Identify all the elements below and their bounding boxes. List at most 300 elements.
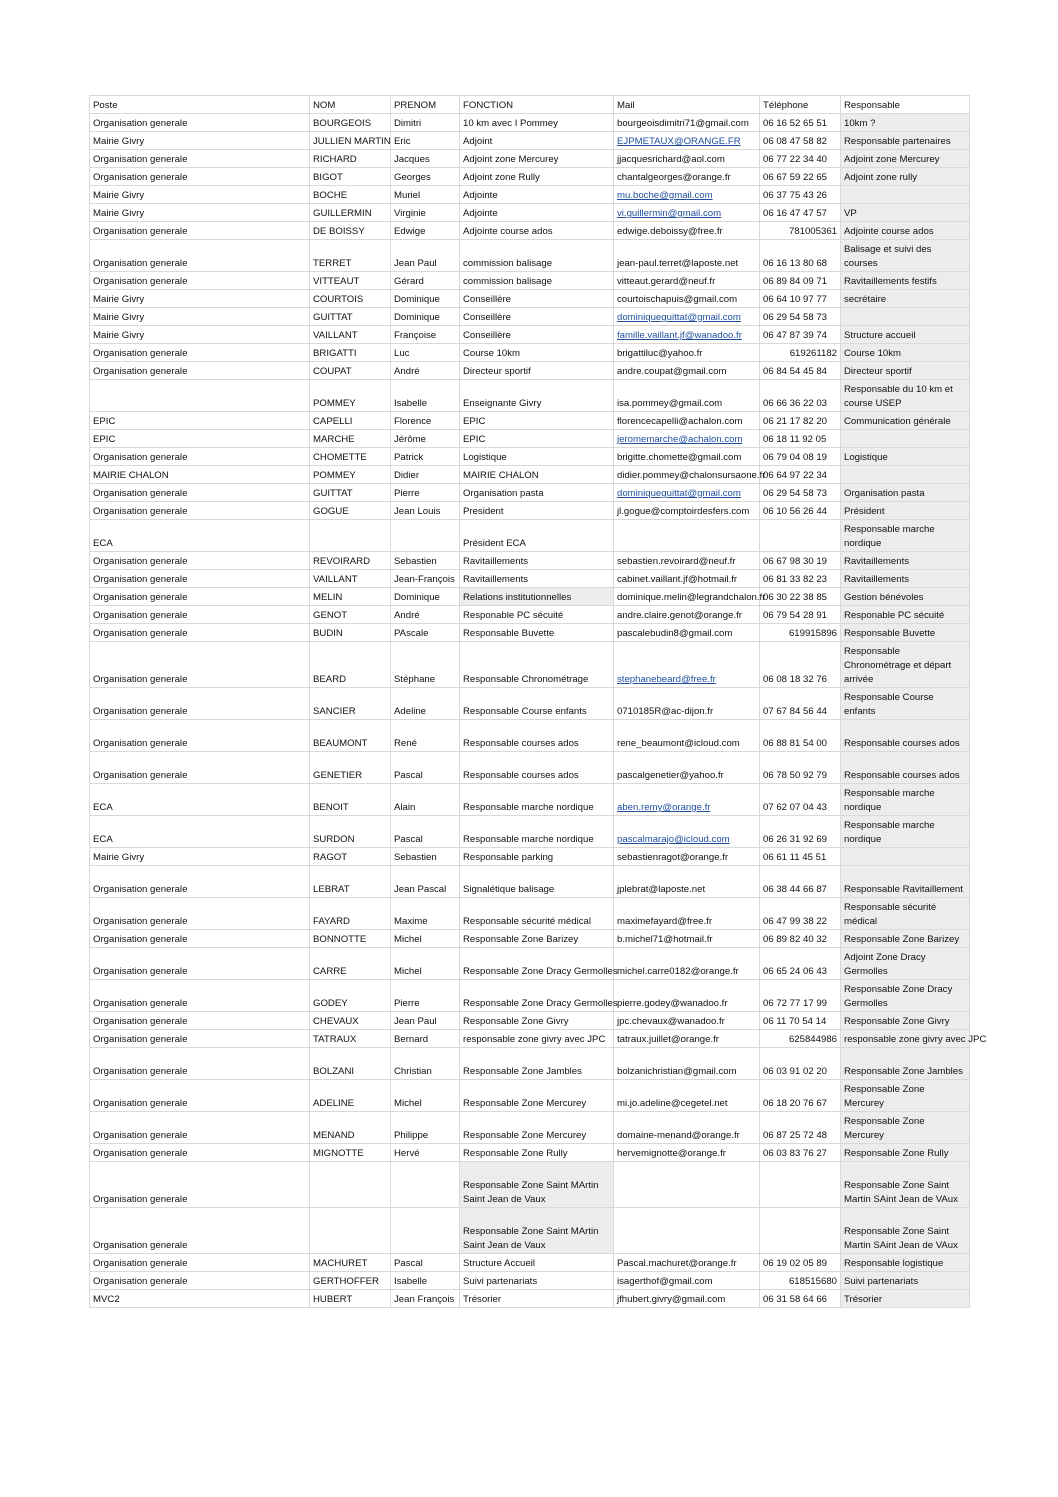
cell-fonction: commission balisage (460, 272, 614, 290)
cell-responsable: secrétaire (841, 290, 970, 308)
cell-telephone: 06 88 81 54 00 (760, 720, 841, 752)
cell-telephone: 06 11 70 54 14 (760, 1012, 841, 1030)
cell-nom: FAYARD (310, 898, 391, 930)
cell-telephone: 619261182 (760, 344, 841, 362)
cell-nom: GOGUE (310, 502, 391, 520)
cell-poste: Organisation generale (90, 642, 310, 688)
cell-prenom: Jérôme (391, 430, 460, 448)
cell-prenom: PAscale (391, 624, 460, 642)
cell-mail: jl.gogue@comptoirdesfers.com (614, 502, 760, 520)
cell-responsable: Balisage et suivi des courses (841, 240, 970, 272)
table-row (90, 1272, 970, 1290)
cell-mail: brigitte.chomette@gmail.com (614, 448, 760, 466)
cell-fonction: Responsable marche nordique (460, 816, 614, 848)
cell-telephone: 06 89 84 09 71 (760, 272, 841, 290)
cell-prenom: Alain (391, 784, 460, 816)
cell-mail (614, 642, 760, 688)
email-link[interactable]: famille.vaillant.jf@wanadoo.fr (617, 330, 742, 341)
cell-responsable: Adjoint Zone Dracy Germolles (841, 948, 970, 980)
cell-nom: DE BOISSY (310, 222, 391, 240)
table-row (90, 362, 970, 380)
cell-prenom: Dominique (391, 308, 460, 326)
table-row (90, 1290, 970, 1308)
cell-poste: Organisation generale (90, 150, 310, 168)
cell-nom: BIGOT (310, 168, 391, 186)
cell-nom: RICHARD (310, 150, 391, 168)
cell-mail (614, 816, 760, 848)
cell-responsable: Responsable sécurité médical (841, 898, 970, 930)
cell-mail: chantalgeorges@orange.fr (614, 168, 760, 186)
table-row (90, 1254, 970, 1272)
cell-fonction: Ravitaillements (460, 570, 614, 588)
email-link[interactable]: dominiqueguittat@gmail.com (617, 488, 741, 499)
cell-telephone: 06 10 56 26 44 (760, 502, 841, 520)
cell-mail: tatraux.juillet@orange.fr (614, 1030, 760, 1048)
cell-prenom: Philippe (391, 1112, 460, 1144)
table-row (90, 150, 970, 168)
cell-mail: vitteaut.gerard@neuf.fr (614, 272, 760, 290)
table-row (90, 412, 970, 430)
email-link[interactable]: dominiqueguittat@gmail.com (617, 312, 741, 323)
table-row (90, 132, 970, 150)
email-link[interactable]: mu.boche@gmail.com (617, 190, 713, 201)
cell-prenom: Pascal (391, 752, 460, 784)
cell-poste: Mairie Givry (90, 290, 310, 308)
cell-poste: Organisation generale (90, 222, 310, 240)
cell-nom: HUBERT (310, 1290, 391, 1308)
cell-fonction: Directeur sportif (460, 362, 614, 380)
cell-responsable: Ravitaillements festifs (841, 272, 970, 290)
table-row (90, 866, 970, 898)
cell-poste: Organisation generale (90, 588, 310, 606)
cell-nom: COUPAT (310, 362, 391, 380)
email-link[interactable]: pascalmarajo@icloud.com (617, 834, 730, 845)
cell-mail (614, 520, 760, 552)
cell-telephone: 06 67 59 22 65 (760, 168, 841, 186)
table-row (90, 466, 970, 484)
cell-fonction: Responsable courses ados (460, 720, 614, 752)
cell-prenom: Françoise (391, 326, 460, 344)
cell-responsable: responsable zone givry avec JPC (841, 1030, 970, 1048)
table-row (90, 308, 970, 326)
cell-responsable: Organisation pasta (841, 484, 970, 502)
cell-telephone: 06 87 25 72 48 (760, 1112, 841, 1144)
cell-fonction: responsable zone givry avec JPC (460, 1030, 614, 1048)
cell-poste: Organisation generale (90, 1254, 310, 1272)
cell-fonction: Responsable sécurité médical (460, 898, 614, 930)
cell-responsable: Responsable Zone Dracy Germolles (841, 980, 970, 1012)
cell-nom: MIGNOTTE (310, 1144, 391, 1162)
table-row (90, 502, 970, 520)
table-row (90, 1048, 970, 1080)
cell-fonction: Conseillère (460, 326, 614, 344)
cell-responsable (841, 848, 970, 866)
cell-fonction: Responsable Zone Barizey (460, 930, 614, 948)
cell-prenom: Patrick (391, 448, 460, 466)
cell-prenom: Hervé (391, 1144, 460, 1162)
cell-poste: Organisation generale (90, 1030, 310, 1048)
email-link[interactable]: vi.guillermin@gmail.com (617, 208, 722, 219)
cell-prenom (391, 520, 460, 552)
cell-mail: isagerthof@gmail.com (614, 1272, 760, 1290)
cell-fonction: Conseillère (460, 308, 614, 326)
cell-fonction: Signalétique balisage (460, 866, 614, 898)
cell-telephone: 781005361 (760, 222, 841, 240)
cell-prenom: Sebastien (391, 848, 460, 866)
table-row (90, 848, 970, 866)
table-header (90, 96, 970, 114)
cell-responsable (841, 430, 970, 448)
cell-responsable: 10km ? (841, 114, 970, 132)
header-telephone: Téléphone (760, 96, 841, 114)
cell-telephone: 06 16 47 47 57 (760, 204, 841, 222)
cell-mail: dominique.melin@legrandchalon.fr (614, 588, 760, 606)
cell-mail: brigattiluc@yahoo.fr (614, 344, 760, 362)
cell-mail: bolzanichristian@gmail.com (614, 1048, 760, 1080)
cell-nom: BOURGEOIS (310, 114, 391, 132)
cell-prenom: Dominique (391, 588, 460, 606)
cell-mail (614, 308, 760, 326)
header-fonction: FONCTION (460, 96, 614, 114)
cell-nom: MENAND (310, 1112, 391, 1144)
cell-nom: GENETIER (310, 752, 391, 784)
cell-mail (614, 204, 760, 222)
cell-prenom: André (391, 362, 460, 380)
cell-mail: 0710185R@ac-dijon.fr (614, 688, 760, 720)
cell-responsable (841, 466, 970, 484)
cell-nom: TERRET (310, 240, 391, 272)
cell-telephone: 06 79 04 08 19 (760, 448, 841, 466)
cell-mail (614, 326, 760, 344)
table-row (90, 752, 970, 784)
cell-nom: BONNOTTE (310, 930, 391, 948)
cell-responsable: Responsable partenaires (841, 132, 970, 150)
cell-fonction: Enseignante Givry (460, 380, 614, 412)
cell-prenom: Muriel (391, 186, 460, 204)
cell-prenom: Gérard (391, 272, 460, 290)
cell-responsable: Responsable Chronométrage et départ arrivée (841, 642, 970, 688)
cell-telephone: 06 19 02 05 89 (760, 1254, 841, 1272)
cell-mail: didier.pommey@chalonsursaone.fr (614, 466, 760, 484)
cell-prenom: Isabelle (391, 380, 460, 412)
cell-telephone: 06 67 98 30 19 (760, 552, 841, 570)
cell-poste: Organisation generale (90, 948, 310, 980)
cell-nom: SURDON (310, 816, 391, 848)
cell-prenom: Dimitri (391, 114, 460, 132)
cell-nom: CHEVAUX (310, 1012, 391, 1030)
header-responsable: Responsable (841, 96, 970, 114)
cell-telephone: 06 03 91 02 20 (760, 1048, 841, 1080)
cell-poste: Mairie Givry (90, 848, 310, 866)
cell-responsable: Suivi partenariats (841, 1272, 970, 1290)
cell-prenom: Jacques (391, 150, 460, 168)
cell-poste: EPIC (90, 412, 310, 430)
cell-responsable: Responsable Zone Saint Martin SAint Jean de VAux (841, 1208, 970, 1254)
table-body (90, 114, 987, 1308)
cell-telephone: 06 84 54 45 84 (760, 362, 841, 380)
cell-prenom: Maxime (391, 898, 460, 930)
cell-telephone: 06 37 75 43 26 (760, 186, 841, 204)
cell-prenom: Dominique (391, 290, 460, 308)
cell-mail (614, 430, 760, 448)
cell-mail (614, 186, 760, 204)
cell-nom: BEAUMONT (310, 720, 391, 752)
cell-poste: Mairie Givry (90, 308, 310, 326)
cell-telephone (760, 520, 841, 552)
cell-responsable: Responsable Zone Mercurey (841, 1112, 970, 1144)
cell-telephone: 06 29 54 58 73 (760, 308, 841, 326)
cell-fonction: Responsable Zone Rully (460, 1144, 614, 1162)
cell-fonction: Organisation pasta (460, 484, 614, 502)
cell-fonction: commission balisage (460, 240, 614, 272)
cell-nom: JULLIEN MARTIN (310, 132, 391, 150)
cell-responsable: Responsable Zone Barizey (841, 930, 970, 948)
cell-poste: Organisation generale (90, 1012, 310, 1030)
cell-nom: COURTOIS (310, 290, 391, 308)
cell-mail: edwige.deboissy@free.fr (614, 222, 760, 240)
table-row (90, 930, 970, 948)
cell-prenom: Michel (391, 1080, 460, 1112)
cell-poste: Organisation generale (90, 1048, 310, 1080)
cell-poste: Organisation generale (90, 1272, 310, 1290)
cell-fonction: Adjoint zone Mercurey (460, 150, 614, 168)
cell-poste: MAIRIE CHALON (90, 466, 310, 484)
cell-poste: Organisation generale (90, 1162, 310, 1208)
cell-telephone: 06 66 36 22 03 (760, 380, 841, 412)
cell-prenom: Didier (391, 466, 460, 484)
table-row (90, 222, 970, 240)
table-row (90, 570, 970, 588)
cell-responsable: Communication générale (841, 412, 970, 430)
cell-mail: michel.carre0182@orange.fr (614, 948, 760, 980)
cell-prenom: Christian (391, 1048, 460, 1080)
cell-mail: b.michel71@hotmail.fr (614, 930, 760, 948)
cell-prenom: Georges (391, 168, 460, 186)
cell-prenom: Pierre (391, 980, 460, 1012)
email-link[interactable]: EJPMETAUX@ORANGE.FR (617, 136, 741, 147)
cell-mail: mi.jo.adeline@cegetel.net (614, 1080, 760, 1112)
header-prenom: PRENOM (391, 96, 460, 114)
cell-telephone: 06 38 44 66 87 (760, 866, 841, 898)
cell-fonction: EPIC (460, 412, 614, 430)
table-row (90, 784, 970, 816)
cell-telephone: 618515680 (760, 1272, 841, 1290)
cell-telephone: 06 03 83 76 27 (760, 1144, 841, 1162)
cell-poste: Organisation generale (90, 448, 310, 466)
cell-responsable: Responsable marche nordique (841, 520, 970, 552)
header-poste: Poste (90, 96, 310, 114)
table-row (90, 484, 970, 502)
cell-mail: jpc.chevaux@wanadoo.fr (614, 1012, 760, 1030)
table-row (90, 980, 970, 1012)
cell-poste: Mairie Givry (90, 326, 310, 344)
table-row (90, 642, 970, 688)
cell-fonction: Responsable Zone Jambles (460, 1048, 614, 1080)
cell-mail: pascalebudin8@gmail.com (614, 624, 760, 642)
cell-fonction: MAIRIE CHALON (460, 466, 614, 484)
cell-responsable: Responable PC sécuité (841, 606, 970, 624)
cell-poste: Organisation generale (90, 1144, 310, 1162)
table-row (90, 1144, 970, 1162)
table-row (90, 588, 970, 606)
cell-mail: florencecapelli@achalon.com (614, 412, 760, 430)
cell-responsable: Responsable Zone Jambles (841, 1048, 970, 1080)
cell-prenom: André (391, 606, 460, 624)
cell-responsable: Logistique (841, 448, 970, 466)
table-row (90, 272, 970, 290)
table-row (90, 1112, 970, 1144)
cell-nom: GENOT (310, 606, 391, 624)
cell-telephone (760, 1162, 841, 1208)
table-row (90, 326, 970, 344)
cell-prenom: Michel (391, 930, 460, 948)
cell-nom: MACHURET (310, 1254, 391, 1272)
cell-telephone: 07 62 07 04 43 (760, 784, 841, 816)
cell-poste: EPIC (90, 430, 310, 448)
cell-fonction: 10 km avec I Pommey (460, 114, 614, 132)
cell-nom: BOLZANI (310, 1048, 391, 1080)
cell-poste: Organisation generale (90, 114, 310, 132)
cell-mail: jplebrat@laposte.net (614, 866, 760, 898)
cell-fonction: Ravitaillements (460, 552, 614, 570)
cell-nom: GERTHOFFER (310, 1272, 391, 1290)
cell-fonction: EPIC (460, 430, 614, 448)
cell-telephone: 06 47 99 38 22 (760, 898, 841, 930)
cell-nom: BEARD (310, 642, 391, 688)
cell-responsable: Responsable Zone Rully (841, 1144, 970, 1162)
cell-mail: jjacquesrichard@aol.com (614, 150, 760, 168)
cell-fonction: Relations institutionnelles (460, 588, 614, 606)
cell-mail (614, 1208, 760, 1254)
cell-mail: pierre.godey@wanadoo.fr (614, 980, 760, 1012)
cell-prenom: Eric (391, 132, 460, 150)
cell-poste (90, 380, 310, 412)
cell-responsable: Course 10km (841, 344, 970, 362)
cell-poste: Organisation generale (90, 898, 310, 930)
cell-responsable: Responsable logistique (841, 1254, 970, 1272)
cell-nom: VITTEAUT (310, 272, 391, 290)
cell-poste: MVC2 (90, 1290, 310, 1308)
cell-poste: Organisation generale (90, 720, 310, 752)
cell-poste: Organisation generale (90, 552, 310, 570)
cell-telephone: 06 18 11 92 05 (760, 430, 841, 448)
cell-fonction: Responsable Zone Mercurey (460, 1112, 614, 1144)
cell-nom: MARCHE (310, 430, 391, 448)
cell-responsable (841, 308, 970, 326)
cell-responsable: Gestion bénévoles (841, 588, 970, 606)
cell-telephone: 06 78 50 92 79 (760, 752, 841, 784)
email-link[interactable]: aben.remy@orange.fr (617, 802, 711, 813)
cell-prenom: Virginie (391, 204, 460, 222)
cell-poste: Organisation generale (90, 606, 310, 624)
cell-mail: isa.pommey@gmail.com (614, 380, 760, 412)
cell-mail (614, 484, 760, 502)
cell-poste: Mairie Givry (90, 132, 310, 150)
cell-telephone: 06 31 58 64 66 (760, 1290, 841, 1308)
cell-nom: CHOMETTE (310, 448, 391, 466)
cell-nom: GUITTAT (310, 484, 391, 502)
cell-poste: Organisation generale (90, 980, 310, 1012)
cell-prenom: Bernard (391, 1030, 460, 1048)
cell-fonction: Logistique (460, 448, 614, 466)
cell-fonction: Responsable Zone Givry (460, 1012, 614, 1030)
cell-telephone: 06 21 17 82 20 (760, 412, 841, 430)
contacts-table (89, 95, 987, 1308)
cell-nom: CARRE (310, 948, 391, 980)
cell-mail (614, 1162, 760, 1208)
table-row (90, 606, 970, 624)
cell-mail (614, 132, 760, 150)
table-row (90, 720, 970, 752)
cell-responsable: Responsable Zone Saint Martin SAint Jean de VAux (841, 1162, 970, 1208)
cell-poste: Organisation generale (90, 344, 310, 362)
cell-fonction: Responsable marche nordique (460, 784, 614, 816)
cell-responsable: Adjointe course ados (841, 222, 970, 240)
cell-mail: andre.coupat@gmail.com (614, 362, 760, 380)
cell-fonction: Adjoint (460, 132, 614, 150)
table-row (90, 168, 970, 186)
cell-poste: Organisation generale (90, 570, 310, 588)
cell-poste: Mairie Givry (90, 186, 310, 204)
cell-nom: REVOIRARD (310, 552, 391, 570)
cell-nom: POMMEY (310, 380, 391, 412)
cell-prenom: Pierre (391, 484, 460, 502)
cell-telephone: 06 18 20 76 67 (760, 1080, 841, 1112)
cell-telephone: 06 16 13 80 68 (760, 240, 841, 272)
cell-telephone: 619915896 (760, 624, 841, 642)
cell-prenom: Luc (391, 344, 460, 362)
cell-telephone: 06 65 24 06 43 (760, 948, 841, 980)
cell-poste: ECA (90, 816, 310, 848)
table-row (90, 816, 970, 848)
cell-mail: sebastien.revoirard@neuf.fr (614, 552, 760, 570)
cell-nom: VAILLANT (310, 570, 391, 588)
cell-nom: CAPELLI (310, 412, 391, 430)
cell-fonction: Responsable Chronométrage (460, 642, 614, 688)
cell-poste: Organisation generale (90, 240, 310, 272)
cell-nom: VAILLANT (310, 326, 391, 344)
email-link[interactable]: stephanebeard@free.fr (617, 674, 716, 685)
cell-prenom: Isabelle (391, 1272, 460, 1290)
cell-mail: jfhubert.givry@gmail.com (614, 1290, 760, 1308)
cell-fonction: Responsable courses ados (460, 752, 614, 784)
table-row (90, 430, 970, 448)
header-row (90, 96, 970, 114)
table-row (90, 1080, 970, 1112)
cell-telephone: 06 79 54 28 91 (760, 606, 841, 624)
header-nom: NOM (310, 96, 391, 114)
cell-telephone: 06 64 97 22 34 (760, 466, 841, 484)
cell-telephone: 06 72 77 17 99 (760, 980, 841, 1012)
cell-prenom: Stéphane (391, 642, 460, 688)
cell-fonction: Responable PC sécuité (460, 606, 614, 624)
email-link[interactable]: jeromemarche@achalon.com (617, 434, 743, 445)
cell-fonction: Course 10km (460, 344, 614, 362)
cell-prenom: Sebastien (391, 552, 460, 570)
cell-nom: GUILLERMIN (310, 204, 391, 222)
cell-poste: Organisation generale (90, 752, 310, 784)
table-row (90, 624, 970, 642)
cell-fonction: Trésorier (460, 1290, 614, 1308)
cell-telephone: 06 47 87 39 74 (760, 326, 841, 344)
cell-nom (310, 520, 391, 552)
cell-responsable: VP (841, 204, 970, 222)
cell-prenom: Jean Paul (391, 1012, 460, 1030)
cell-responsable: Responsable marche nordique (841, 816, 970, 848)
cell-nom (310, 1208, 391, 1254)
cell-telephone: 07 67 84 56 44 (760, 688, 841, 720)
cell-mail: courtoischapuis@gmail.com (614, 290, 760, 308)
